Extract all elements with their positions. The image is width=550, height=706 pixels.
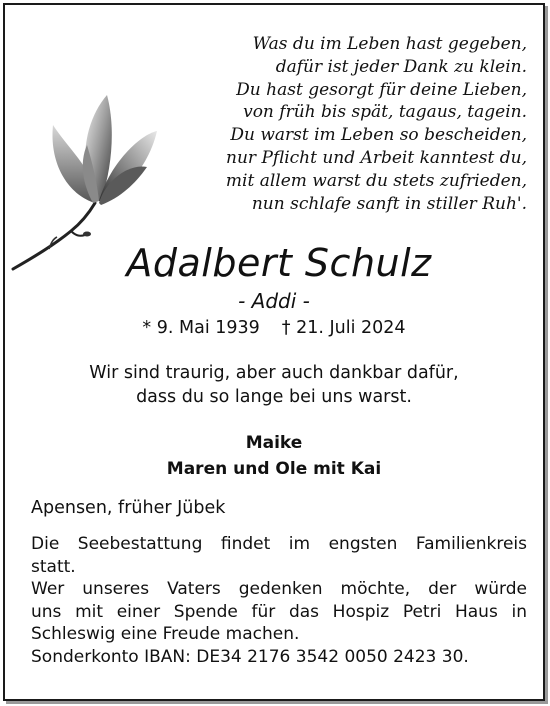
poem-line: mit allem warst du stets zufrieden, xyxy=(225,170,527,191)
notice-line: Schleswig eine Freude machen. xyxy=(31,624,300,644)
iban-line: Sonderkonto IBAN: DE34 2176 3542 0050 2423 30. xyxy=(31,646,469,667)
family-names xyxy=(5,430,543,482)
donation-notice xyxy=(31,578,527,668)
place: Apensen, früher Jübek xyxy=(31,498,226,518)
poem-line: Du warst im Leben so bescheiden, xyxy=(230,125,527,146)
mourning-text xyxy=(5,361,543,409)
obituary-frame xyxy=(3,3,545,701)
family-line: Maren und Ole mit Kai xyxy=(166,459,382,479)
poem-line: nun schlafe sanft in stiller Ruh'. xyxy=(251,193,527,214)
birth-date: * 9. Mai 1939 xyxy=(142,318,260,338)
poem xyxy=(226,33,527,215)
deceased-name: Adalbert Schulz xyxy=(126,241,432,285)
notice-line: Wer unseres Vaters gedenken möchte, der würde xyxy=(31,579,527,599)
poem-line: Du hast gesorgt für deine Lieben, xyxy=(236,79,527,100)
mourning-line: Wir sind traurig, aber auch dankbar dafür, xyxy=(89,363,459,383)
deceased-nickname: - Addi - xyxy=(238,289,310,313)
notice-line: Die Seebestattung findet im engsten Familienkreis xyxy=(31,534,527,554)
poem-line: Was du im Leben hast gegeben, xyxy=(252,34,527,54)
poem-line: von früh bis spät, tagaus, tagein. xyxy=(243,102,527,123)
life-dates xyxy=(5,318,543,338)
poem-line: nur Pflicht und Arbeit kanntest du, xyxy=(226,147,527,168)
funeral-notice xyxy=(31,533,527,578)
notice-line: uns mit einer Spende für das Hospiz Petri Haus in xyxy=(31,601,527,622)
family-line: Maike xyxy=(245,433,303,453)
poem-line: dafür ist jeder Dank zu klein. xyxy=(275,56,527,77)
mourning-line: dass du so lange bei uns warst. xyxy=(136,387,412,407)
death-date: † 21. Juli 2024 xyxy=(281,318,406,338)
notice-line: statt. xyxy=(31,556,76,577)
